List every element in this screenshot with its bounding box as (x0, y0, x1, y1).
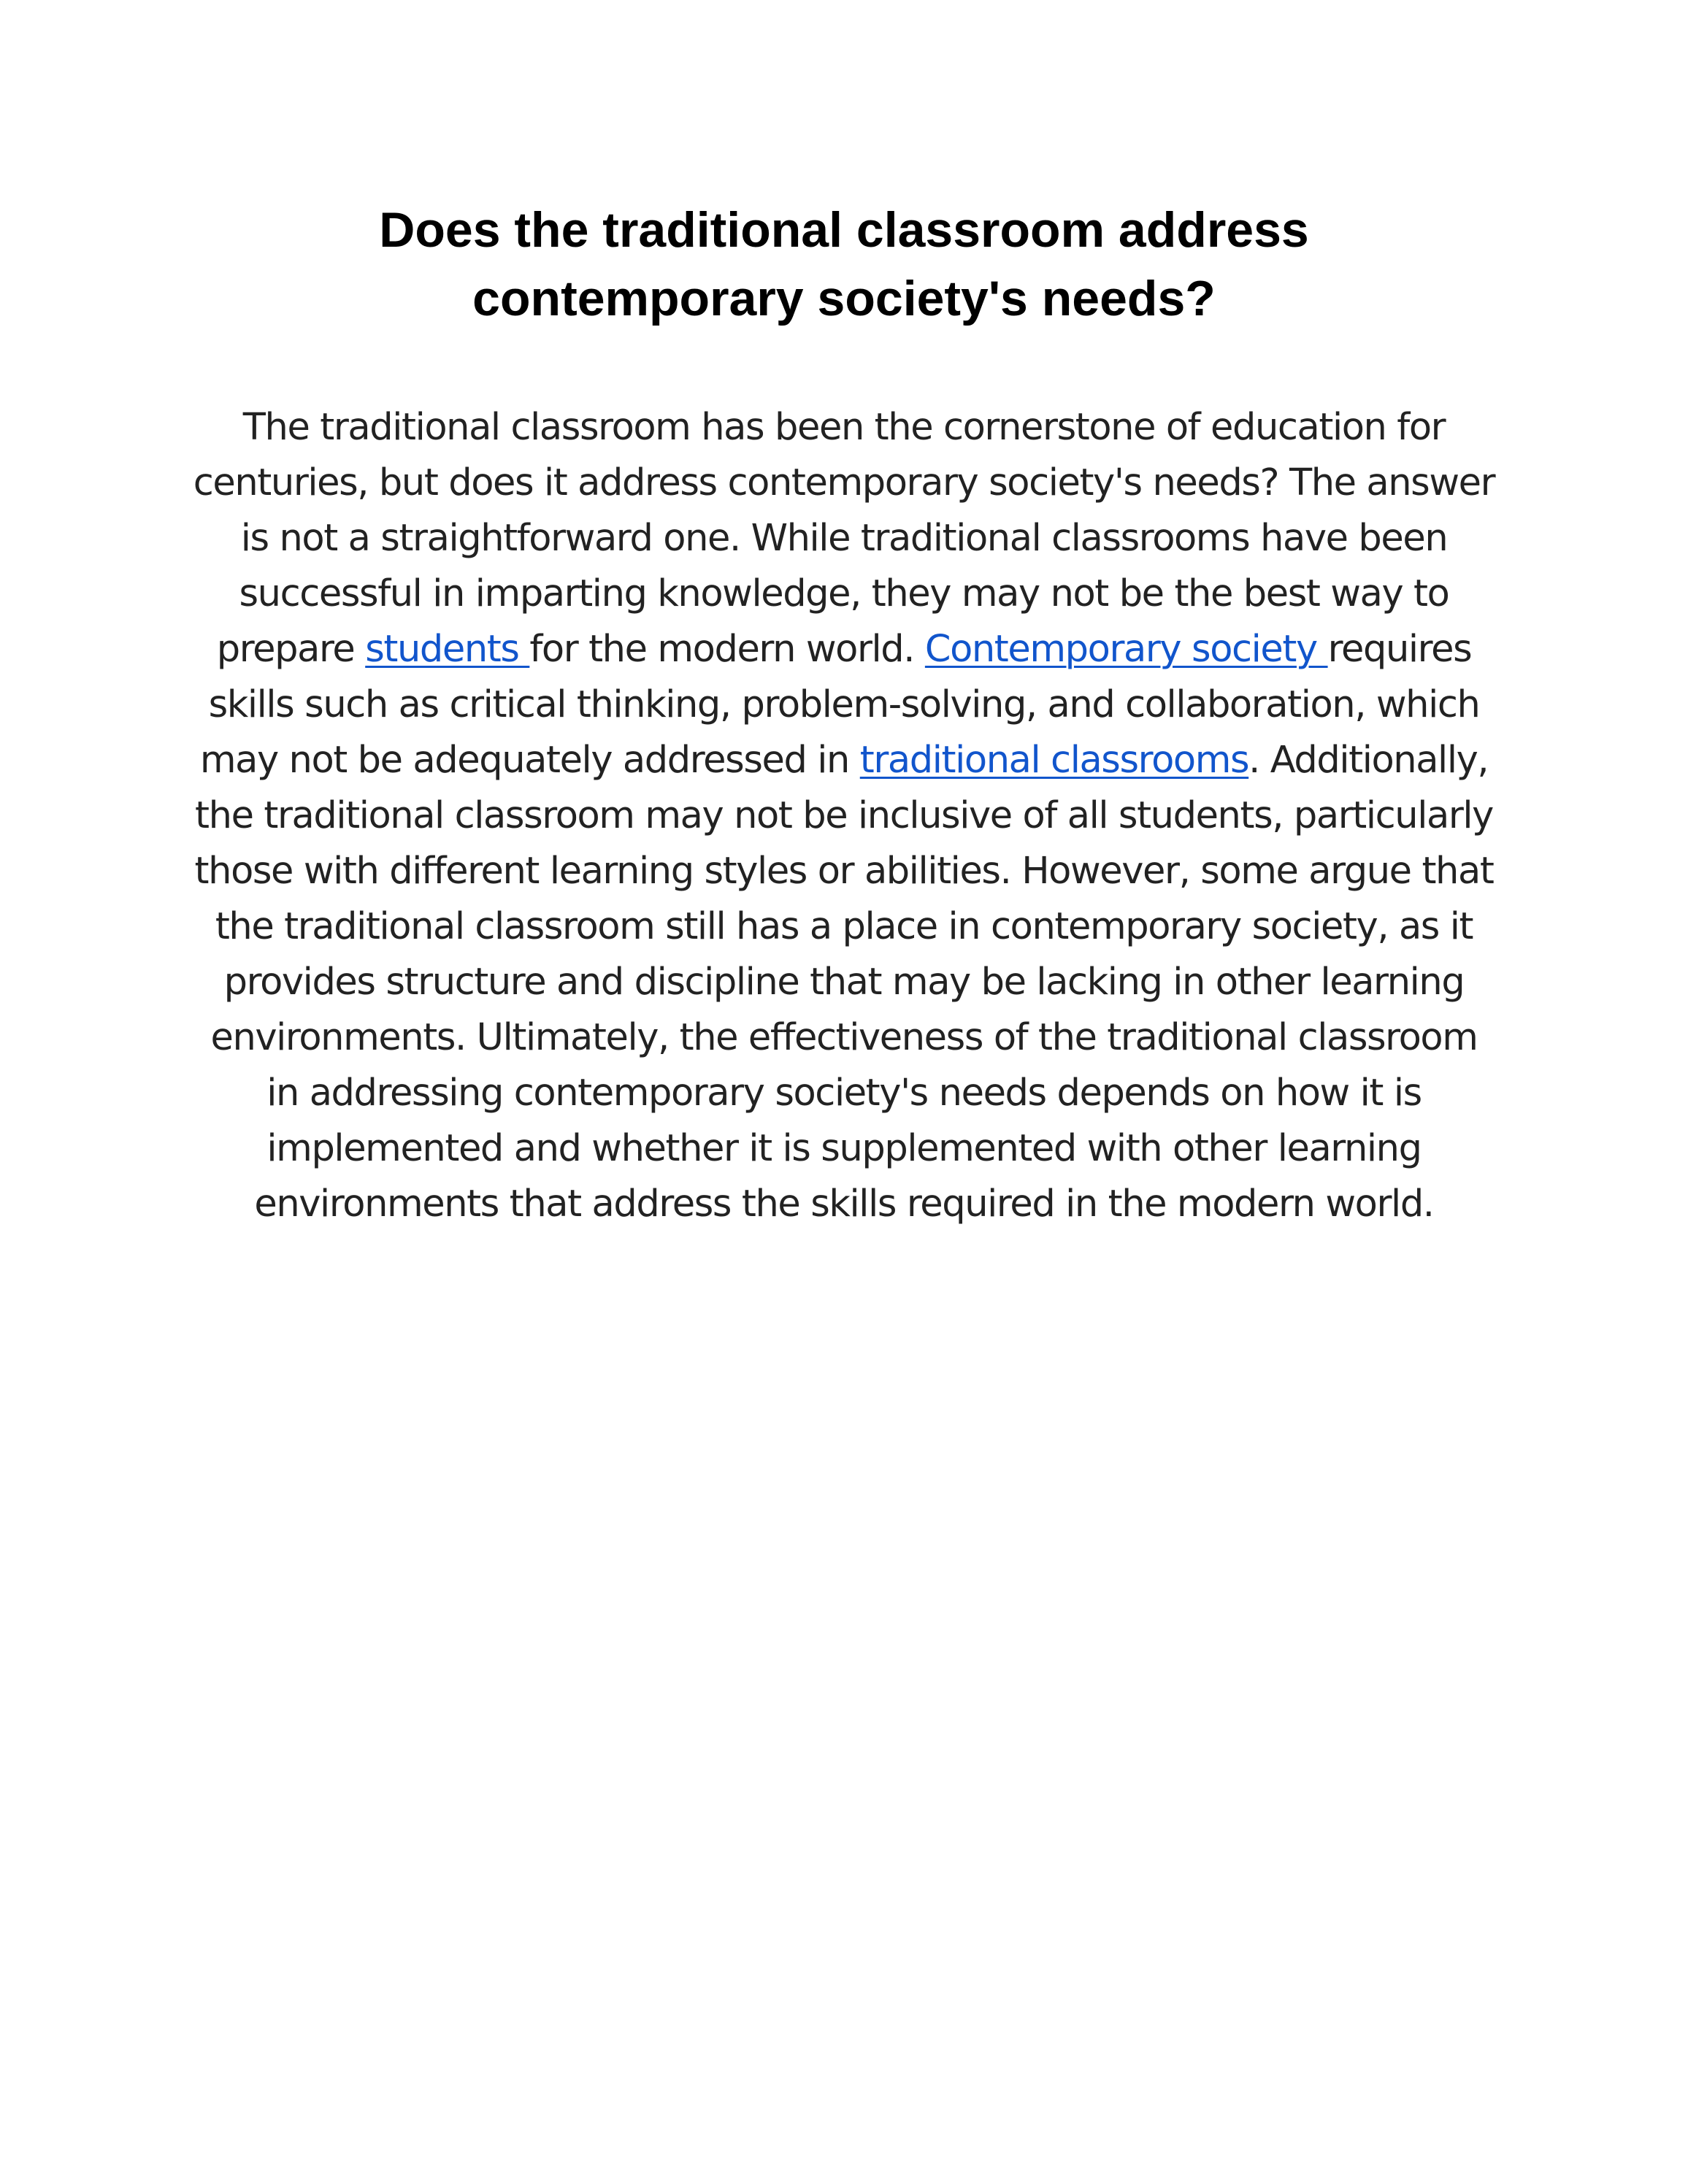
body-text-3: requires skills such as critical thinking, problem-solving, and collaboration, which may not be adequately addressed in (199, 628, 1480, 782)
title-line-1: Does the traditional classroom address (379, 202, 1309, 258)
body-text-2: for the modern world. (529, 628, 925, 671)
body-paragraph (191, 400, 1497, 1232)
contemporary-society-link[interactable]: Contemporary society (924, 628, 1328, 671)
document-title (219, 196, 1469, 333)
students-link[interactable]: students (365, 628, 530, 671)
body-text-4: . Additionally, the traditional classroom may not be inclusive of all students, particularly those with different learning styles or abilities. However, some argue that the traditional classroom still has a place in contemporary society, as it provides structure and discipline that may be lacking in other learning environments. Ultimately, the effectiveness of the traditional classroom in addressing contemporary society's needs depends on how it is implemented and whether it is supplemented with other learning environments that address the skills required in the modern world. (194, 739, 1494, 1226)
traditional-classrooms-link[interactable]: traditional classrooms (859, 739, 1249, 782)
body-text-1: The traditional classroom has been the cornerstone of education for centuries, but does it address contemporary society's needs? The answer is not a straightforward one. While traditional classrooms have been successful in imparting knowledge, they may not be the best way to prepare (193, 406, 1495, 671)
title-line-2: contemporary society's needs? (472, 271, 1216, 326)
